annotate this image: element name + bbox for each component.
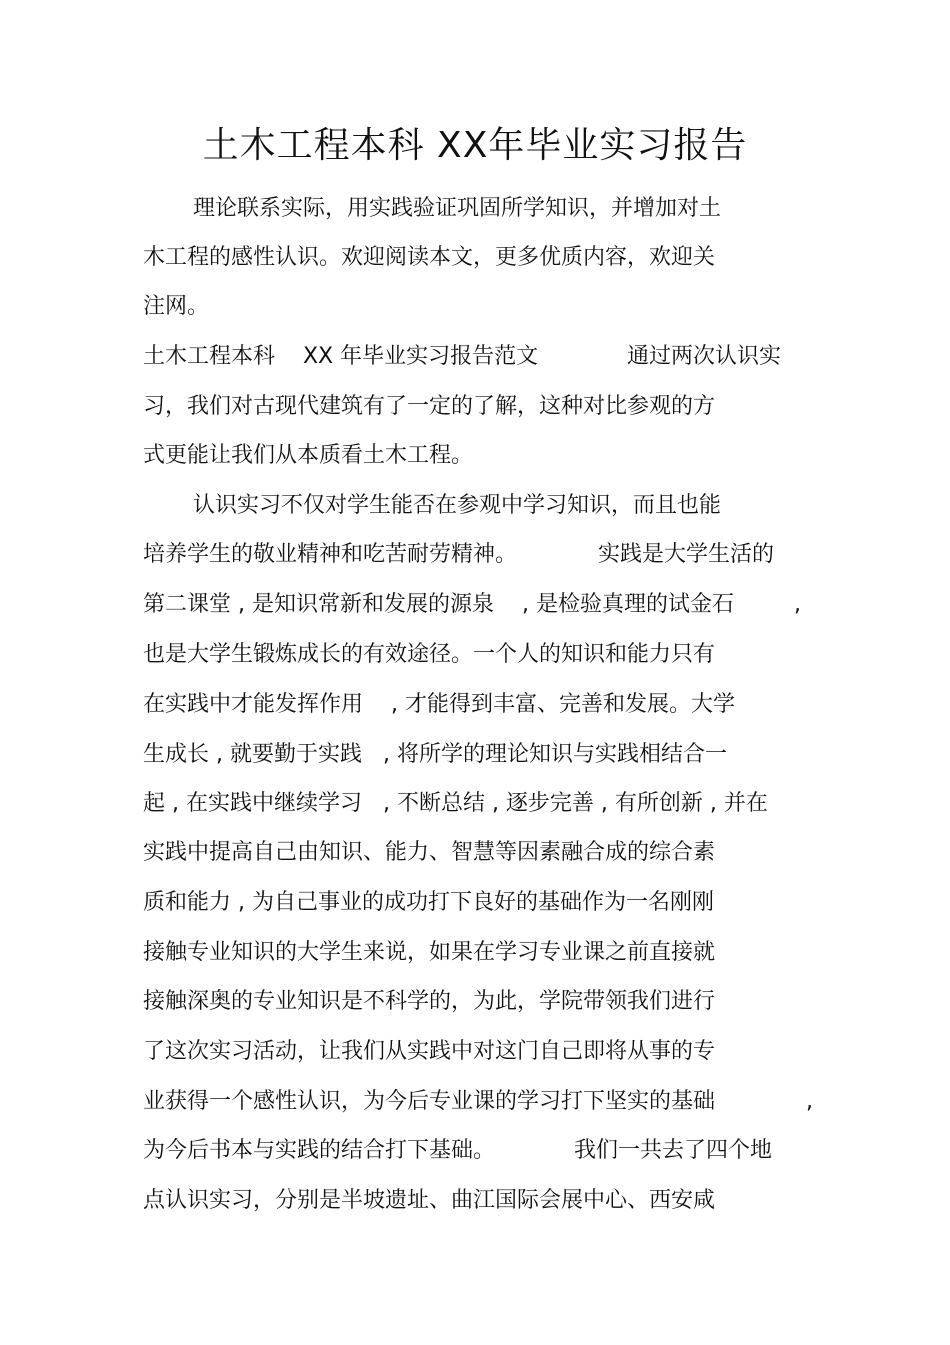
paragraph-line: 接触深奥的专业知识是不科学的，为此，学院带领我们进行 (143, 989, 716, 1014)
paragraph-line: 为今后书本与实践的结合打下基础。 (143, 1138, 496, 1163)
paragraph-line: 在实践中才能发挥作用 , 才能得到丰富、完善和发展。大学 (143, 692, 735, 717)
paragraph-line: 注网。 (143, 294, 210, 319)
paragraph-line: 土木工程本科 XX 年毕业实习报告范文 (143, 344, 539, 369)
paragraph-line: 了这次实习活动，让我们从实践中对这门自己即将从事的专 (143, 1039, 716, 1064)
paragraph-line: 质和能力 , 为自己事业的成功打下良好的基础作为一名刚刚 (143, 890, 714, 915)
paragraph-line: 生成长 , 就要勤于实践 , 将所学的理论知识与实践相结合一 (143, 742, 727, 767)
paragraph-line-tail: , (806, 1089, 813, 1114)
paragraph-line-tail: , (794, 592, 801, 617)
paragraph-line: 认识实习不仅对学生能否在参观中学习知识，而且也能 (193, 493, 722, 518)
paragraph-line: 理论联系实际，用实践验证巩固所学知识，并增加对土 (193, 196, 722, 221)
paragraph-line: 接触专业知识的大学生来说，如果在学习专业课之前直接就 (143, 940, 716, 965)
paragraph-line: 培养学生的敬业精神和吃苦耐劳精神。 (143, 542, 518, 567)
paragraph-line-tail: 通过两次认识实 (627, 344, 782, 369)
paragraph-line: 实践中提高自己由知识、能力、智慧等因素融合成的综合素 (143, 840, 716, 865)
paragraph-line: 业获得一个感性认识，为今后专业课的学习打下坚实的基础 (143, 1089, 716, 1114)
document-title: 土木工程本科 XX年毕业实习报告 (202, 125, 748, 166)
paragraph-line: 习，我们对古现代建筑有了一定的了解，这种对比参观的方 (143, 394, 716, 419)
paragraph-line: 点认识实习，分别是半坡遗址、曲江国际会展中心、西安咸 (143, 1188, 716, 1213)
paragraph-line: 式更能让我们从本质看土木工程。 (143, 443, 474, 468)
paragraph-line-tail: 实践是大学生活的 (598, 542, 775, 567)
paragraph-line: 起 , 在实践中继续学习 , 不断总结 , 逐步完善 , 有所创新 , 并在 (143, 791, 768, 816)
paragraph-line: 木工程的感性认识。欢迎阅读本文，更多优质内容，欢迎关 (143, 245, 716, 270)
paragraph-line: 第二课堂 , 是知识常新和发展的源泉 , 是检验真理的试金石 (143, 592, 734, 617)
paragraph-line-tail: 我们一共去了四个地 (574, 1138, 773, 1163)
paragraph-line: 也是大学生锻炼成长的有效途径。一个人的知识和能力只有 (143, 642, 716, 667)
